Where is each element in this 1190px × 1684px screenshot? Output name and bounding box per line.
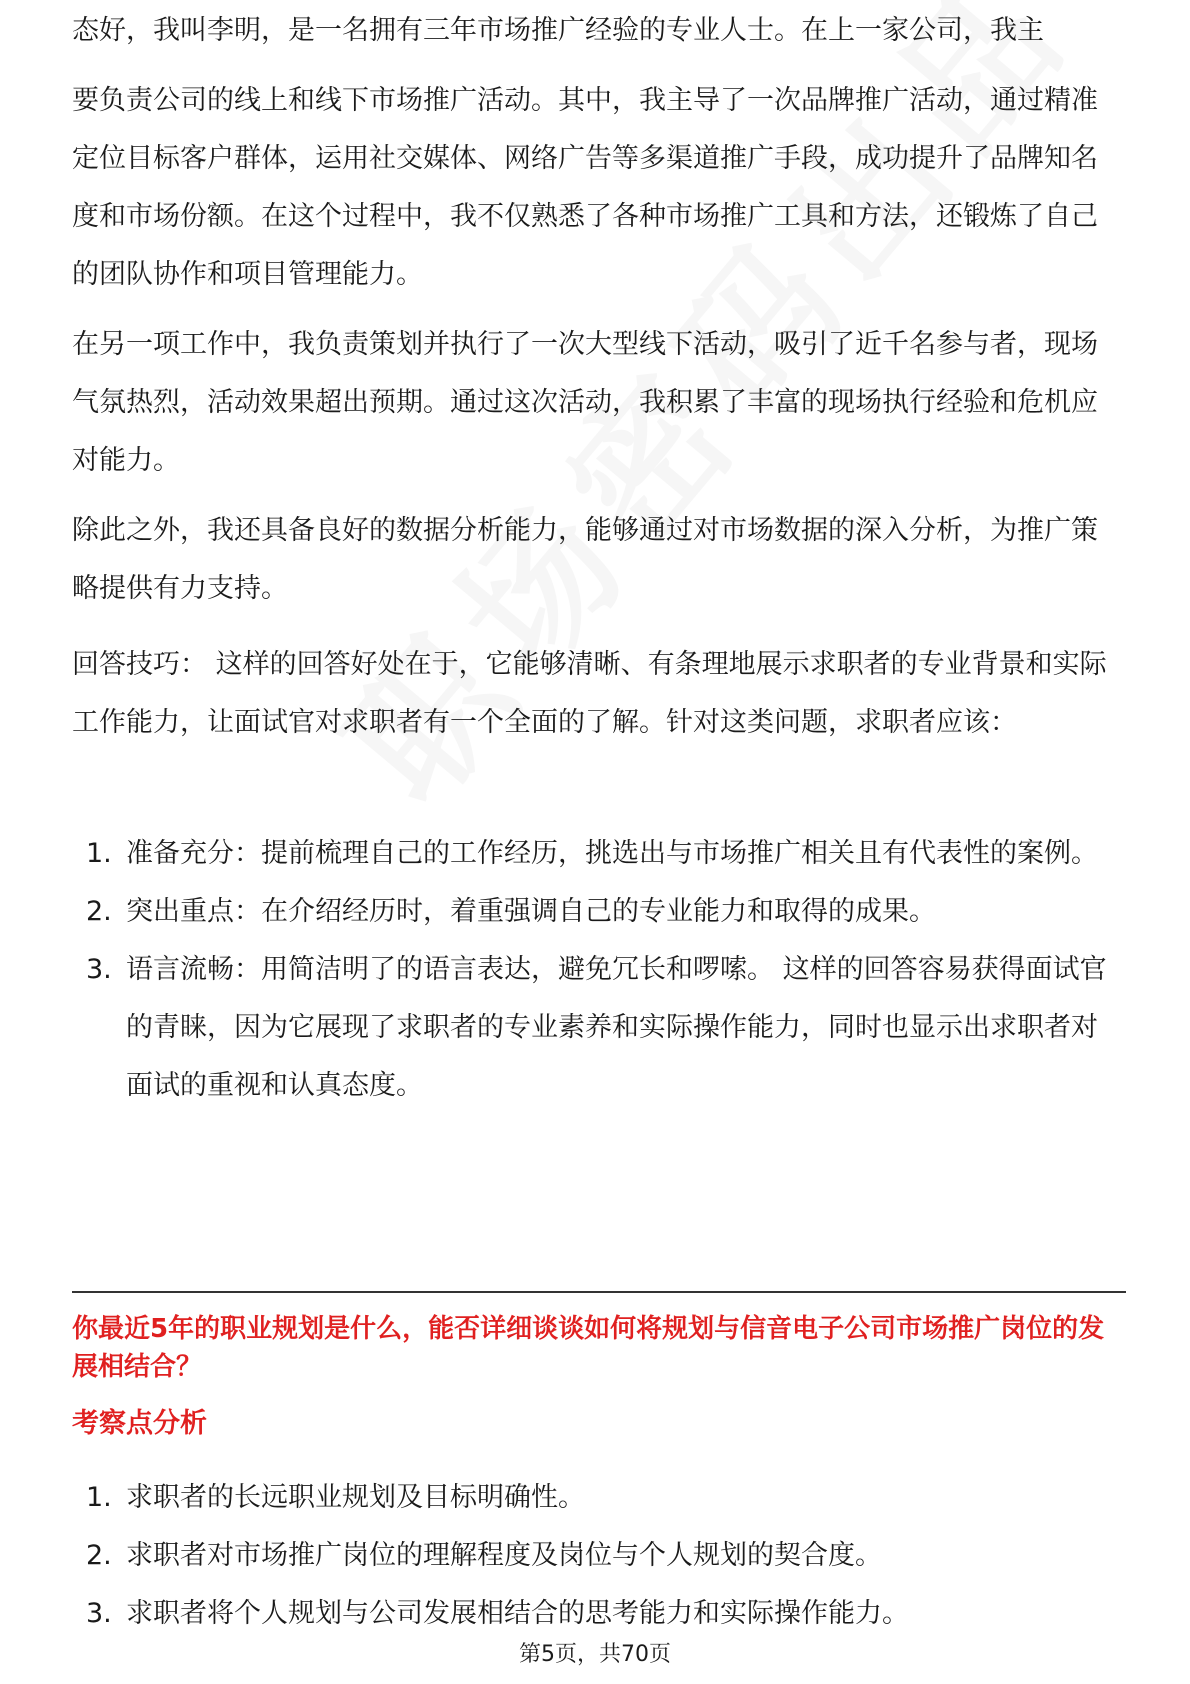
list-item	[72, 1585, 1122, 1643]
list-item-text: 准备充分：提前梳理自己的工作经历，挑选出与市场推广相关且有代表性的案例。	[126, 838, 1098, 869]
list-item-text: 突出重点：在介绍经历时，着重强调自己的专业能力和取得的成果。	[126, 896, 936, 927]
list-item-number: 3.	[86, 1598, 112, 1629]
paragraph-offline-event: 在另一项工作中，我负责策划并执行了一次大型线下活动，吸引了近千名参与者，现场气氛热烈，活动效果超出预期。通过这次活动，我积累了丰富的现场执行经验和危机应对能力。	[72, 329, 1098, 476]
interview-question: 你最近5年的职业规划是什么，能否详细谈谈如何将规划与信音电子公司市场推广岗位的发展相结合？	[72, 1314, 1105, 1382]
list-item-number: 1.	[86, 838, 112, 869]
list-item	[72, 825, 1122, 883]
truncated-top-line	[72, 15, 1044, 60]
list-item-number: 1.	[86, 1482, 112, 1513]
list-item-number: 2.	[86, 896, 112, 927]
list-item-text: 求职者的长远职业规划及目标明确性。	[126, 1482, 585, 1513]
list-item-text: 语言流畅：用简洁明了的语言表达，避免冗长和啰嗦。 这样的回答容易获得面试官的青睐，因为它展现了求职者的专业素养和实际操作能力，同时也显示出求职者对面试的重视和认真态度。	[126, 954, 1107, 1101]
list-item-text: 求职者将个人规划与公司发展相结合的思考能力和实际操作能力。	[126, 1598, 909, 1629]
analysis-list	[72, 1469, 1122, 1643]
list-item	[72, 883, 1122, 941]
paragraph-answer-tips: 回答技巧： 这样的回答好处在于，它能够清晰、有条理地展示求职者的专业背景和实际工作能力，让面试官对求职者有一个全面的了解。针对这类问题，求职者应该：	[72, 649, 1107, 738]
list-item	[72, 1527, 1122, 1585]
tips-list	[72, 825, 1122, 1115]
section-divider	[72, 1291, 1126, 1293]
list-item-number: 3.	[86, 954, 112, 985]
section-heading: 考察点分析	[72, 1408, 207, 1439]
paragraph-data-analysis: 除此之外，我还具备良好的数据分析能力，能够通过对市场数据的深入分析，为推广策略提供有力支持。	[72, 515, 1098, 604]
list-item	[72, 1469, 1122, 1527]
truncated-top-line-text: 态好，我叫李明，是一名拥有三年市场推广经验的专业人士。在上一家公司，我主	[72, 15, 1044, 46]
list-item-number: 2.	[86, 1540, 112, 1571]
page-number-footer: 第5页，共70页	[519, 1642, 671, 1667]
list-item	[72, 941, 1122, 1115]
paragraph-experience-intro: 要负责公司的线上和线下市场推广活动。其中，我主导了一次品牌推广活动，通过精准定位目标客户群体，运用社交媒体、网络广告等多渠道推广手段，成功提升了品牌知名度和市场份额。在这个过程中，我不仅熟悉了各种市场推广工具和方法，还锻炼了自己的团队协作和项目管理能力。	[72, 85, 1098, 290]
list-item-text: 求职者对市场推广岗位的理解程度及岗位与个人规划的契合度。	[126, 1540, 882, 1571]
